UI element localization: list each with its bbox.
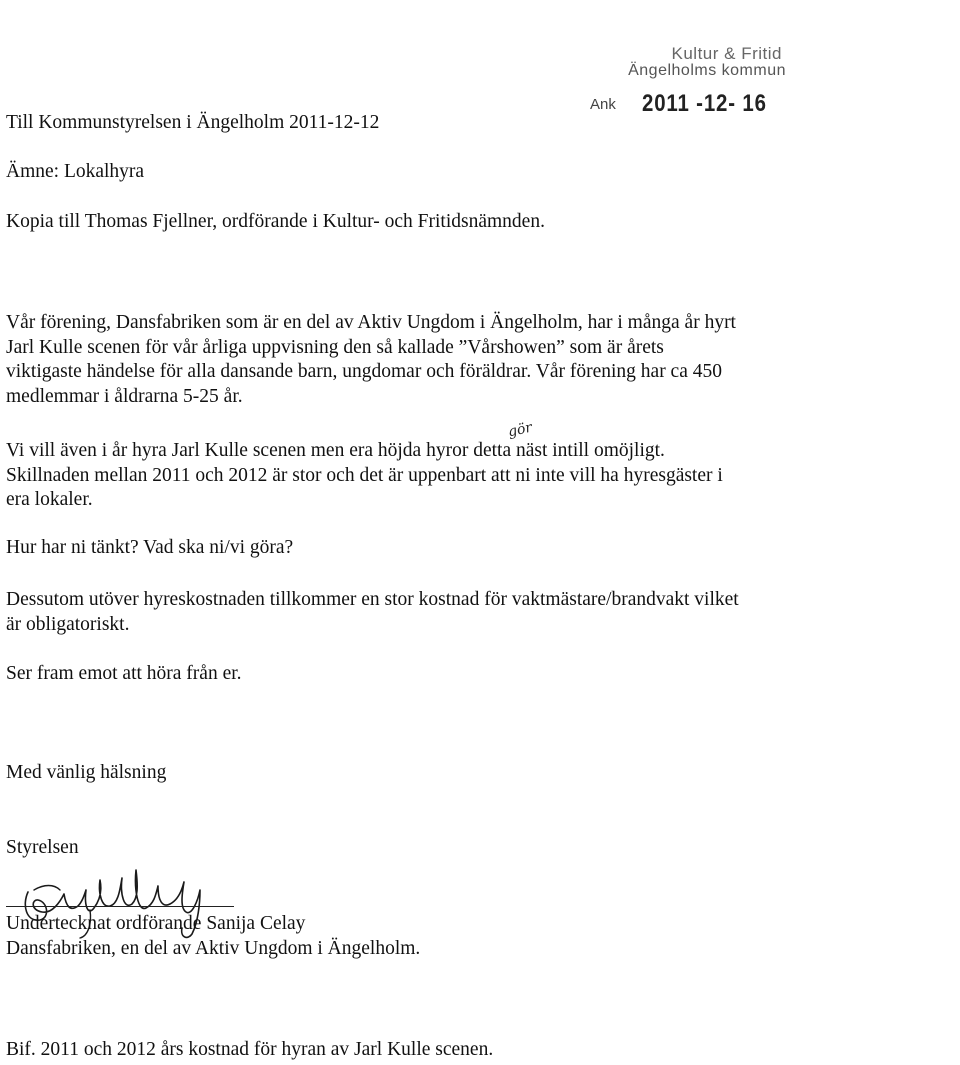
paragraph-4 xyxy=(6,588,826,637)
paragraph-1 xyxy=(6,311,826,409)
paragraph-1-line: Vår förening, Dansfabriken som är en del av Aktiv Ungdom i Ängelholm, har i många år hyrt xyxy=(6,312,736,333)
closing-greeting: Med vänlig hälsning xyxy=(6,762,167,783)
paragraph-1-line: Jarl Kulle scenen för vår årliga uppvisning den så kallade ”Vårshowen” som är årets xyxy=(6,336,664,358)
paragraph-4-line: Dessutom utöver hyreskostnaden tillkommer en stor kostnad för vaktmästare/brandvakt vilket xyxy=(6,589,739,610)
recipient-line: Till Kommunstyrelsen i Ängelholm 2011-12-12 xyxy=(6,112,380,133)
stamp-date: 2011 -12- 16 xyxy=(642,90,767,117)
paragraph-1-line: medlemmar i åldrarna 5-25 år. xyxy=(6,385,243,407)
received-stamp xyxy=(590,40,810,130)
subject-line: Ämne: Lokalhyra xyxy=(6,161,145,182)
paragraph-5: Ser fram emot att höra från er. xyxy=(6,663,242,684)
paragraph-2 xyxy=(6,439,826,513)
handwritten-insert: gör xyxy=(506,419,534,441)
signer-line: Undertecknat ordförande Sanija Celay xyxy=(6,913,306,934)
copy-line: Kopia till Thomas Fjellner, ordförande i Kultur- och Fritidsnämnden. xyxy=(6,211,545,232)
signature-line xyxy=(6,906,234,907)
paragraph-1-line: viktigaste händelse för alla dansande barn, ungdomar och föräldrar. Vår förening har ca 450 xyxy=(6,361,722,382)
stamp-ank-label: Ank xyxy=(590,96,616,113)
stamp-org-line2: Ängelholms kommun xyxy=(628,62,786,79)
attachment-line: Bif. 2011 och 2012 års kostnad för hyran av Jarl Kulle scenen. xyxy=(6,1039,494,1060)
paragraph-2-line: era lokaler. xyxy=(6,489,93,510)
closing-board: Styrelsen xyxy=(6,837,79,858)
paragraph-4-line: är obligatoriskt. xyxy=(6,613,130,635)
stamp-org-line1: Kultur & Fritid xyxy=(671,44,782,63)
paragraph-2-line: Skillnaden mellan 2011 och 2012 är stor och det är uppenbart att ni inte vill ha hyresgäster i xyxy=(6,464,723,486)
organization-line: Dansfabriken, en del av Aktiv Ungdom i Ängelholm. xyxy=(6,938,421,959)
paragraph-2-line: Vi vill även i år hyra Jarl Kulle scenen men era höjda hyror detta näst intill omöjligt. xyxy=(6,440,665,461)
paragraph-3: Hur har ni tänkt? Vad ska ni/vi göra? xyxy=(6,537,294,558)
